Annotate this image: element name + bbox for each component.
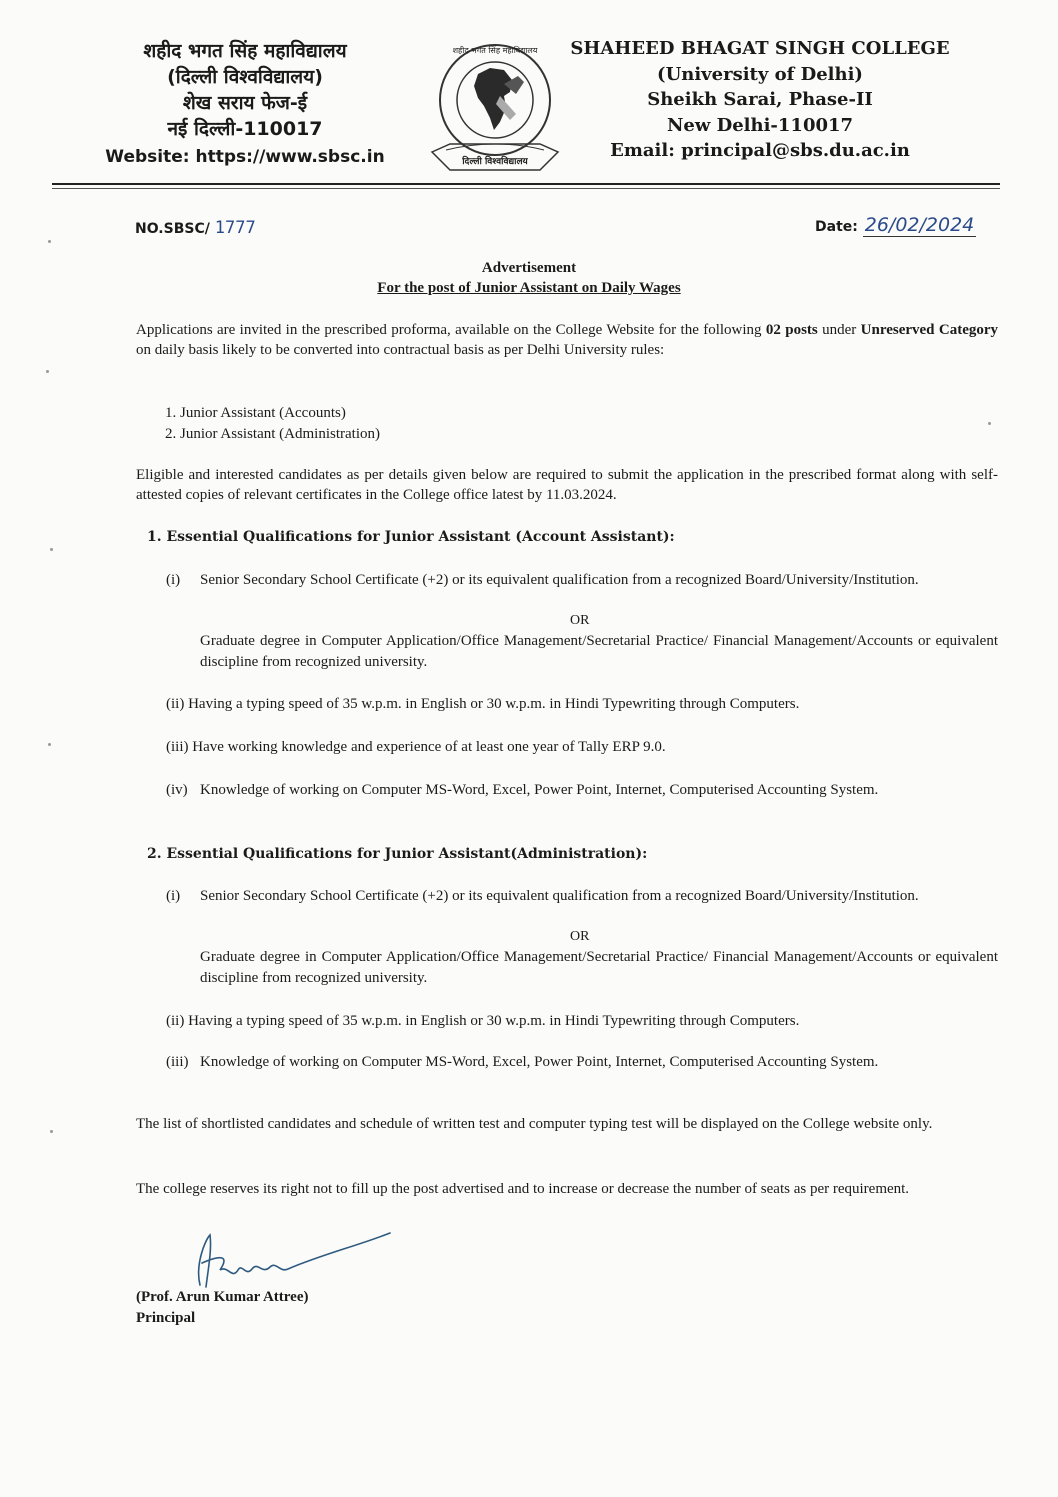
s1-i-alternative: Graduate degree in Computer Application/Office Management/Secretarial Practice/ Financial Management/Accounts or equivalent discipline from recognized university. xyxy=(200,633,998,670)
s2-i-number: (i) xyxy=(166,888,181,904)
s1-iv-text: Knowledge of working on Computer MS-Word, Excel, Power Point, Internet, Computerised Accounting System. xyxy=(200,782,879,798)
s2-or: OR xyxy=(570,929,590,944)
post-item: 1. Junior Assistant (Accounts) xyxy=(165,405,346,421)
s1-i-number: (i) xyxy=(166,572,181,588)
ref-label: NO.SBSC/ xyxy=(135,221,210,237)
section-2-heading: 2. Essential Qualifications for Junior Assistant(Administration): xyxy=(147,846,648,862)
s2-i-alternative: Graduate degree in Computer Application/Office Management/Secretarial Practice/ Financial Management/Accounts or equivalent discipline from recognized university. xyxy=(200,949,998,986)
university-name: (University of Delhi) xyxy=(657,63,863,85)
hindi-line-2: (दिल्ली विश्वविद्यालय) xyxy=(167,66,323,88)
hindi-line-3: शेख सराय फेज-ई xyxy=(182,92,308,114)
hindi-line-1: शहीद भगत सिंह महाविद्यालय xyxy=(143,40,347,62)
date-value: 26/02/2024 xyxy=(864,214,975,236)
intro-text-2: under xyxy=(817,322,861,338)
header-divider-thin xyxy=(52,188,1000,189)
title-subtitle: For the post of Junior Assistant on Daily Wages xyxy=(377,280,681,296)
scan-speck xyxy=(48,743,51,746)
scan-speck xyxy=(46,370,49,373)
signatory-block xyxy=(136,1287,308,1329)
title-main: Advertisement xyxy=(481,260,577,276)
email-link[interactable]: Email: principal@sbs.du.ac.in xyxy=(610,140,910,161)
college-seal-logo xyxy=(420,34,570,184)
signatory-designation: Principal xyxy=(136,1310,196,1326)
header-hindi-block xyxy=(70,38,420,170)
intro-paragraph xyxy=(136,320,998,360)
s2-iii-number: (iii) xyxy=(166,1054,189,1070)
eligibility-paragraph: Eligible and interested candidates as per details given below are required to submit the application in the prescribed format along with self-attested copies of relevant certificates in the College office latest by 11.03.2024. xyxy=(136,467,998,503)
s1-or: OR xyxy=(570,613,590,628)
s2-i-text: Senior Secondary School Certificate (+2) or its equivalent qualification from a recognized Board/University/Institution. xyxy=(200,888,919,904)
intro-text-3: on daily basis likely to be converted into contractual basis as per Delhi University rules: xyxy=(136,342,665,358)
section-1-heading: 1. Essential Qualifications for Junior Assistant (Account Assistant): xyxy=(147,529,675,545)
document-date xyxy=(815,214,976,236)
s1-item-ii: (ii) Having a typing speed of 35 w.p.m. in English or 30 w.p.m. in Hindi Typewriting through Computers. xyxy=(166,696,800,712)
scan-speck xyxy=(50,548,53,551)
signatory-name: (Prof. Arun Kumar Attree) xyxy=(136,1289,309,1305)
s2-iii-text: Knowledge of working on Computer MS-Word, Excel, Power Point, Internet, Computerised Accounting System. xyxy=(200,1054,879,1070)
website-link[interactable]: Website: https://www.sbsc.in xyxy=(105,147,385,167)
reservation-note: The college reserves its right not to fill up the post advertised and to increase or decrease the number of seats as per requirement. xyxy=(136,1181,910,1197)
intro-posts-count: 02 posts xyxy=(765,322,818,338)
header-english-block xyxy=(560,36,960,164)
ref-value: 1777 xyxy=(214,218,256,238)
shortlist-note: The list of shortlisted candidates and schedule of written test and computer typing test will be displayed on the College website only. xyxy=(136,1116,933,1132)
s1-iv-number: (iv) xyxy=(166,782,188,798)
intro-category: Unreserved Category xyxy=(860,322,999,338)
city-line: New Delhi-110017 xyxy=(666,114,854,136)
college-name: SHAHEED BHAGAT SINGH COLLEGE xyxy=(570,38,950,59)
header-divider xyxy=(52,183,1000,185)
scan-speck xyxy=(988,422,991,425)
s1-item-iii: (iii) Have working knowledge and experience of at least one year of Tally ERP 9.0. xyxy=(166,739,666,755)
scan-speck xyxy=(50,1130,53,1133)
seal-bottom-text: दिल्ली विश्वविद्यालय xyxy=(462,157,528,167)
intro-text-1: Applications are invited in the prescribed proforma, available on the College Website for the following xyxy=(136,322,766,338)
date-label: Date: xyxy=(815,219,858,235)
s2-item-ii: (ii) Having a typing speed of 35 w.p.m. in English or 30 w.p.m. in Hindi Typewriting through Computers. xyxy=(166,1013,800,1029)
post-item: 2. Junior Assistant (Administration) xyxy=(165,426,380,442)
advertisement-title xyxy=(0,258,1058,298)
posts-list xyxy=(165,403,380,445)
s1-i-text: Senior Secondary School Certificate (+2) or its equivalent qualification from a recognized Board/University/Institution. xyxy=(200,572,919,588)
hindi-line-4: नई दिल्ली-110017 xyxy=(167,118,323,140)
address-line: Sheikh Sarai, Phase-II xyxy=(647,89,873,110)
svg-text:शहीद भगत सिंह महाविद्यालय xyxy=(453,45,538,55)
scan-speck xyxy=(48,240,51,243)
seal-top-text: शहीद भगत सिंह महाविद्यालय xyxy=(452,46,538,55)
reference-number xyxy=(135,218,256,238)
svg-text:दिल्ली विश्वविद्यालय xyxy=(461,155,528,167)
